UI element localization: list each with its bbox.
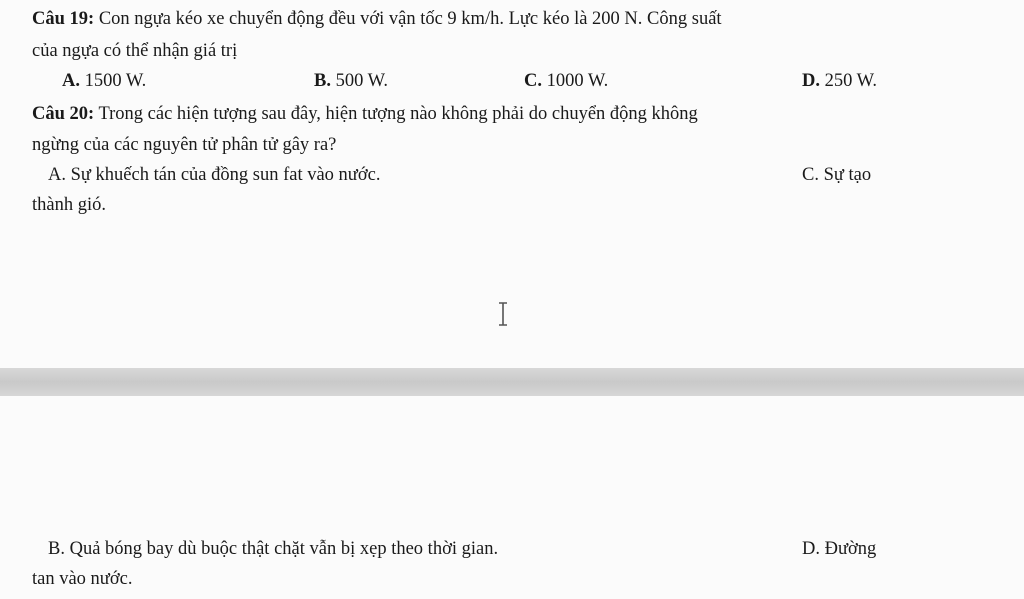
q19-option-c [524,70,608,92]
q20-option-d-end: tan vào nước. [32,569,133,589]
q19-text-line1: Con ngựa kéo xe chuyển động đều với vận tốc 9 km/h. Lực kéo là 200 N. Công suất [94,9,722,29]
q20-option-c-end: thành gió. [32,195,106,215]
option-letter: C. [524,71,542,91]
q20-line1 [32,103,698,125]
text-cursor-icon [496,302,510,326]
q19-text-line2: của ngựa có thể nhận giá trị [32,41,238,61]
option-text: 1500 W. [80,71,147,91]
option-text: 250 W. [820,71,878,91]
document-page-bottom [0,396,1024,599]
option-letter: D. [802,71,820,91]
q20-text-line1: Trong các hiện tượng sau đây, hiện tượng nào không phải do chuyển động không [94,104,698,124]
option-text: 500 W. [330,71,389,91]
page-gap [0,368,1024,396]
option-text: 1000 W. [542,71,609,91]
option-letter: A. [62,71,80,91]
q20-text-line2: ngừng của các nguyên tử phân tử gây ra? [32,135,337,155]
q20-label: Câu 20: [32,104,95,124]
q19-line1 [32,8,722,30]
q19-option-a [62,70,146,92]
q20-option-a: A. Sự khuếch tán của đồng sun fat vào nước. [48,165,381,185]
q19-option-b [314,70,388,92]
q20-option-c-start: C. Sự tạo [802,165,872,185]
q19-option-d [802,70,877,92]
q20-option-d-start: D. Đường [802,539,877,559]
q20-option-b: B. Quả bóng bay dù buộc thật chặt vẫn bị xẹp theo thời gian. [48,539,499,559]
q19-label: Câu 19: [32,9,95,29]
option-letter: B. [314,71,331,91]
